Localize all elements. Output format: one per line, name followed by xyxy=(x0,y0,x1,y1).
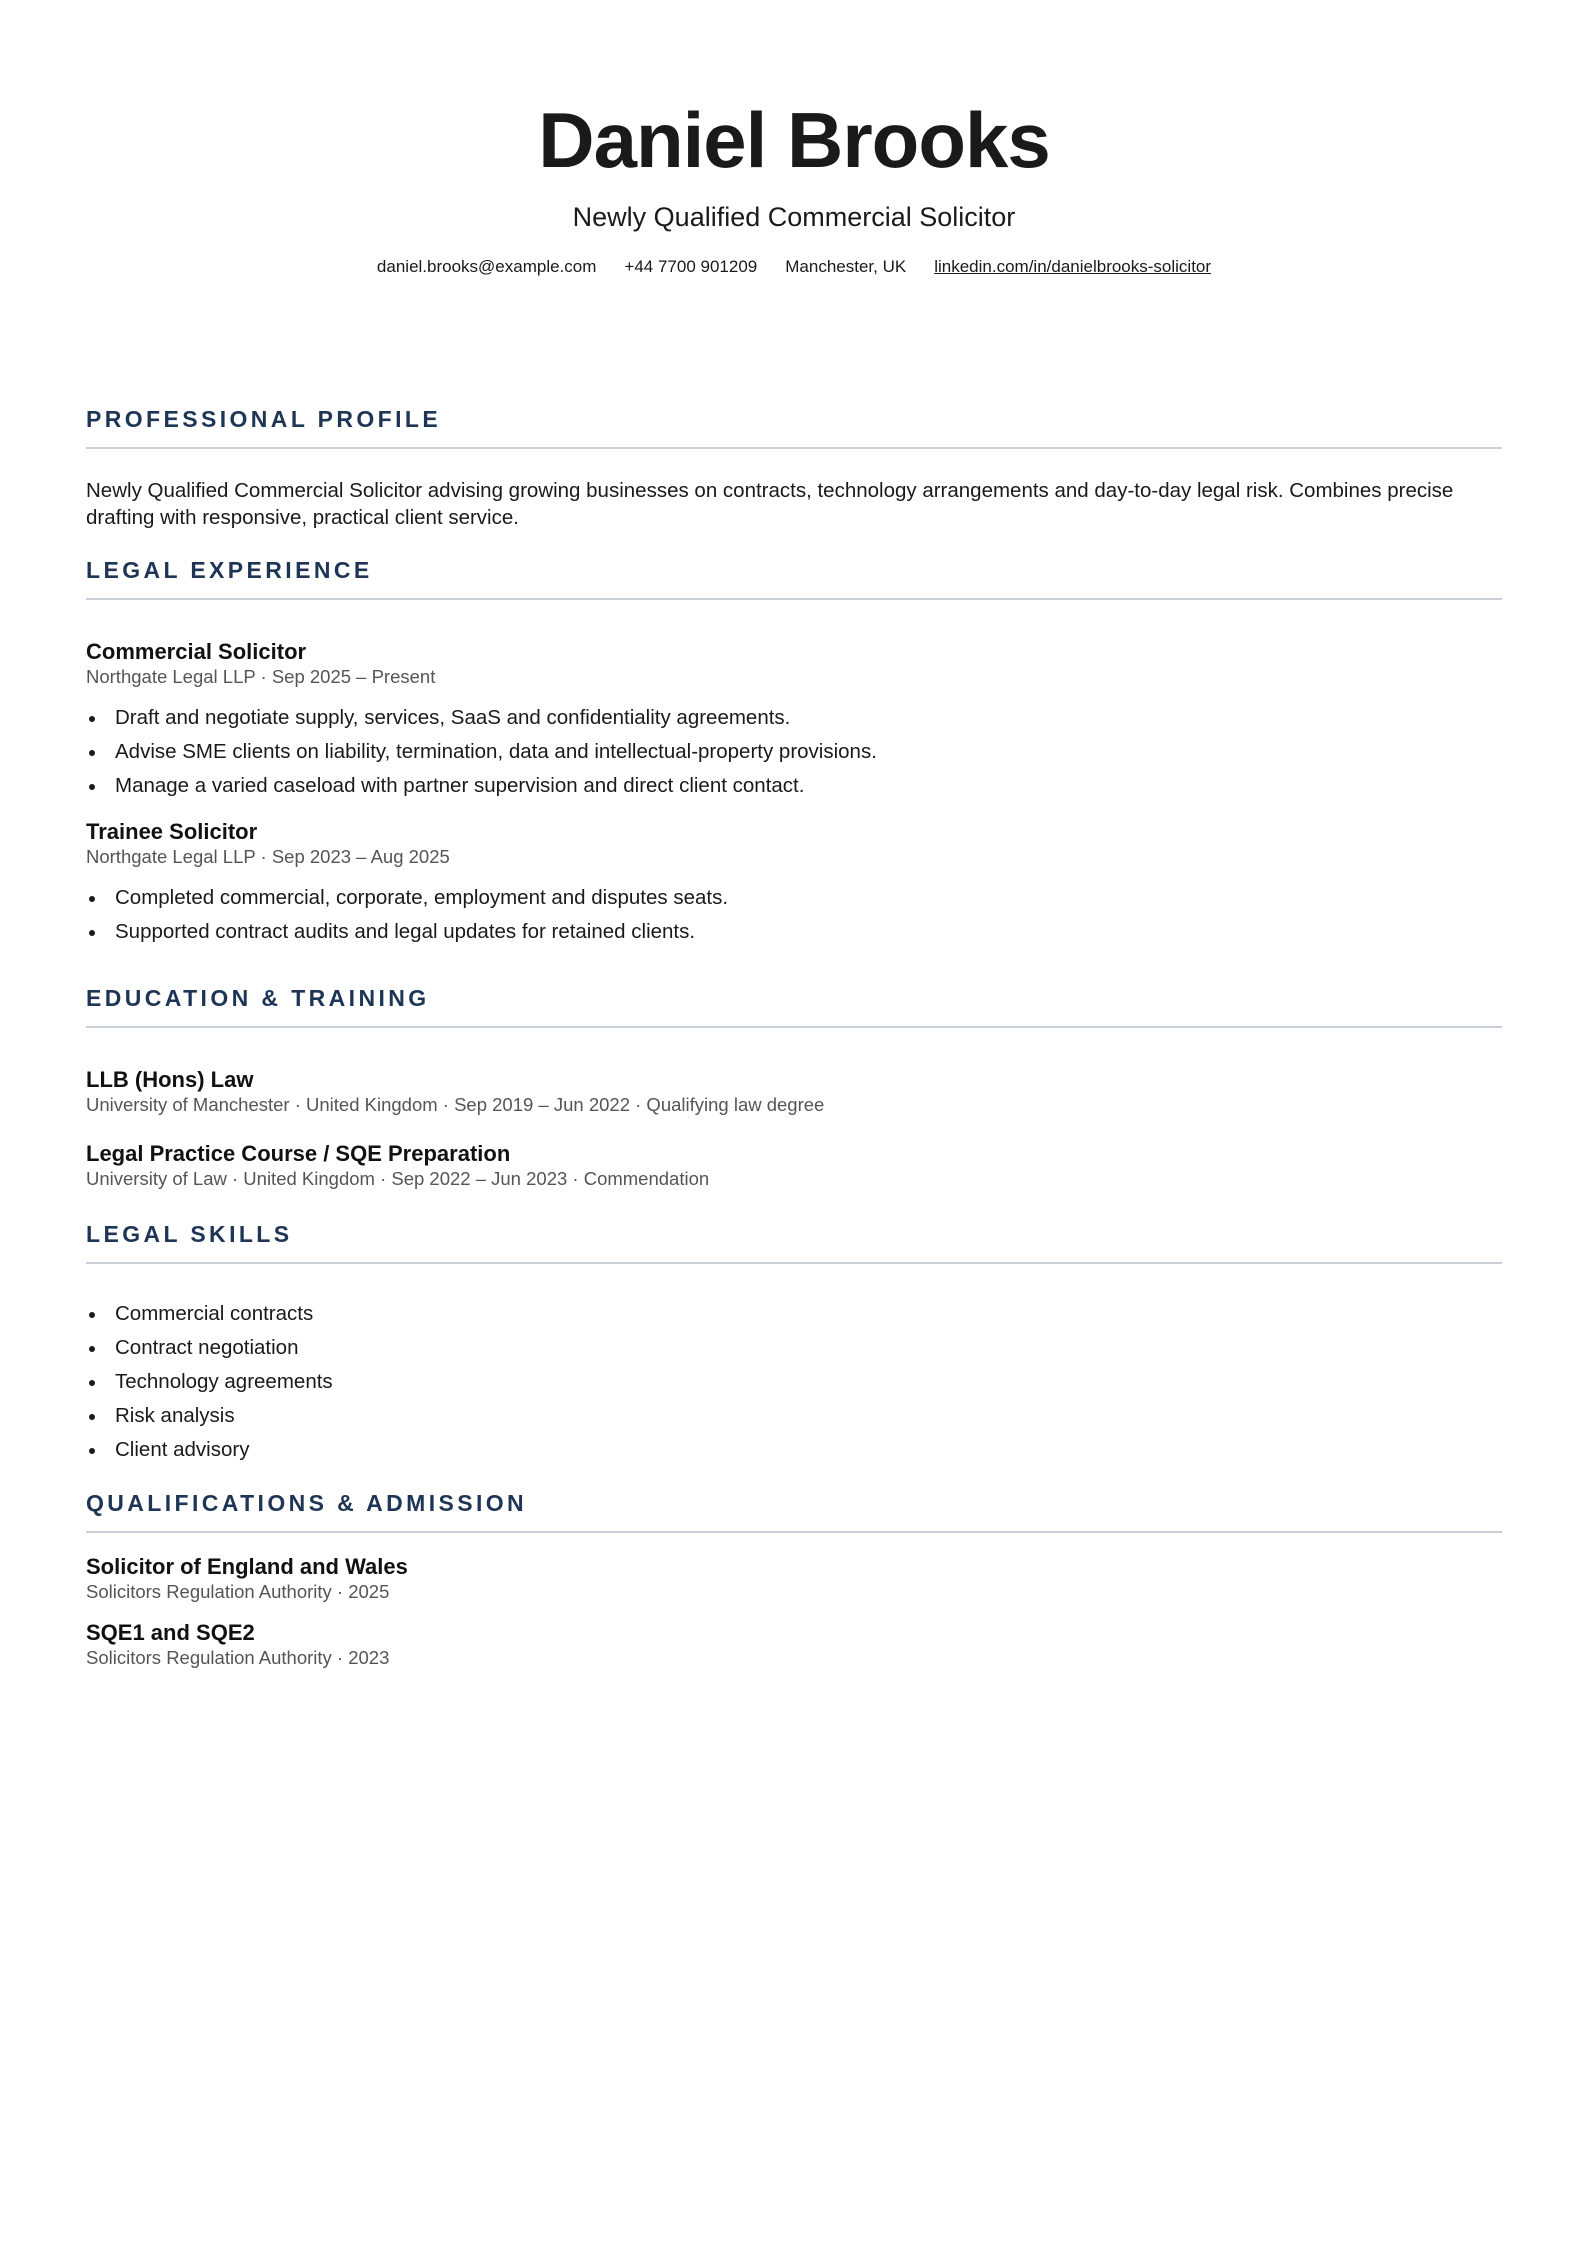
experience-entry xyxy=(86,638,1502,803)
job-meta: Northgate Legal LLP · Sep 2025 – Present xyxy=(86,666,436,687)
section-qualifications xyxy=(86,1488,1502,1669)
section-title: QUALIFICATIONS & ADMISSION xyxy=(86,1490,528,1516)
qualification-meta: Solicitors Regulation Authority · 2025 xyxy=(86,1581,390,1602)
section-divider xyxy=(86,447,1502,449)
section-title: EDUCATION & TRAINING xyxy=(86,985,430,1011)
education-entry xyxy=(86,1066,1502,1116)
education-degree: LLB (Hons) Law xyxy=(86,1067,254,1092)
job-bullets xyxy=(86,881,1502,949)
skills-list xyxy=(86,1297,1502,1467)
education-entry xyxy=(86,1140,1502,1190)
qualification-meta: Solicitors Regulation Authority · 2023 xyxy=(86,1647,390,1668)
job-bullet: Draft and negotiate supply, services, SaaS and confidentiality agreements. xyxy=(86,701,1502,735)
section-profile xyxy=(86,404,1502,531)
contact-location: Manchester, UK xyxy=(785,257,907,276)
qualification-entry xyxy=(86,1553,1502,1603)
linkedin-link[interactable]: linkedin.com/in/danielbrooks-solicitor xyxy=(934,257,1212,276)
section-education xyxy=(86,983,1502,1190)
section-experience xyxy=(86,555,1502,949)
contact-line xyxy=(86,256,1502,278)
job-bullet: Manage a varied caseload with partner supervision and direct client contact. xyxy=(86,769,1502,803)
skill-item: Technology agreements xyxy=(86,1365,1502,1399)
job-role: Trainee Solicitor xyxy=(86,819,258,844)
skill-item: Contract negotiation xyxy=(86,1331,1502,1365)
section-title: LEGAL EXPERIENCE xyxy=(86,557,373,583)
job-bullets xyxy=(86,701,1502,803)
education-meta: University of Manchester · United Kingdom · Sep 2019 – Jun 2022 · Qualifying law degree xyxy=(86,1094,825,1115)
education-degree: Legal Practice Course / SQE Preparation xyxy=(86,1141,511,1166)
job-bullet: Completed commercial, corporate, employment and disputes seats. xyxy=(86,881,1502,915)
profile-summary: Newly Qualified Commercial Solicitor advising growing businesses on contracts, technology arrangements and day-to-day legal risk. Combines precise drafting with responsive, practical client service. xyxy=(86,479,1454,529)
section-divider xyxy=(86,1026,1502,1028)
contact-phone: +44 7700 901209 xyxy=(624,257,758,276)
job-bullet: Supported contract audits and legal updates for retained clients. xyxy=(86,915,1502,949)
skill-item: Risk analysis xyxy=(86,1399,1502,1433)
section-title: LEGAL SKILLS xyxy=(86,1221,293,1247)
contact-email: daniel.brooks@example.com xyxy=(376,257,597,276)
candidate-name: Daniel Brooks xyxy=(538,96,1050,184)
section-divider xyxy=(86,1531,1502,1533)
experience-entry xyxy=(86,818,1502,949)
job-bullet: Advise SME clients on liability, termination, data and intellectual-property provisions. xyxy=(86,735,1502,769)
section-divider xyxy=(86,1262,1502,1264)
resume-page xyxy=(86,0,1502,1668)
job-meta: Northgate Legal LLP · Sep 2023 – Aug 2025 xyxy=(86,846,450,867)
skill-item: Client advisory xyxy=(86,1433,1502,1467)
section-divider xyxy=(86,598,1502,600)
resume-header xyxy=(86,0,1502,278)
qualification-entry xyxy=(86,1619,1502,1669)
skill-item: Commercial contracts xyxy=(86,1297,1502,1331)
qualification-name: Solicitor of England and Wales xyxy=(86,1554,408,1579)
candidate-headline: Newly Qualified Commercial Solicitor xyxy=(572,202,1016,232)
job-role: Commercial Solicitor xyxy=(86,639,307,664)
qualification-name: SQE1 and SQE2 xyxy=(86,1620,255,1645)
section-title: PROFESSIONAL PROFILE xyxy=(86,406,442,432)
section-skills xyxy=(86,1219,1502,1467)
education-meta: University of Law · United Kingdom · Sep 2022 – Jun 2023 · Commendation xyxy=(86,1168,710,1189)
